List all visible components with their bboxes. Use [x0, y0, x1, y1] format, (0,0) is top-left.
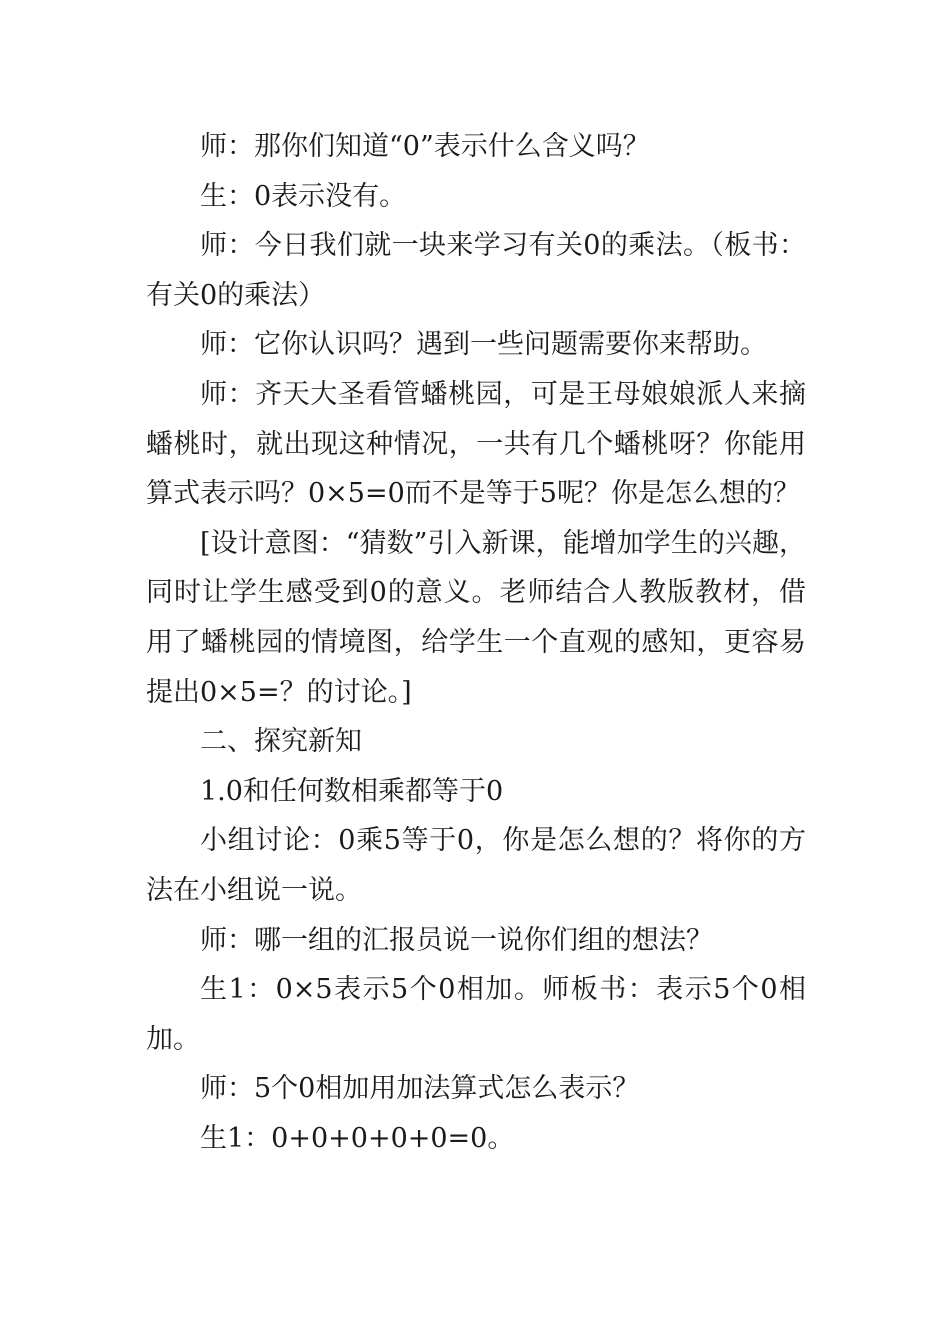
paragraph-teacher-help: 师：它你认识吗？遇到一些问题需要你来帮助。: [200, 329, 767, 361]
document-page: [146, 122, 806, 1163]
paragraph-teacher-ask-reporter: 师：哪一组的汇报员说一说你们组的想法？: [200, 924, 713, 956]
paragraph-teacher-intro-topic: 师：今日我们就一块来学习有关0的乘法。（板书：有关0的乘法）: [146, 230, 806, 311]
paragraph-teacher-peach-story: 师：齐天大圣看管蟠桃园，可是王母娘娘派人来摘蟠桃时，就出现这种情况，一共有几个蟠桃呀？你能用算式表示吗？0×5=0而不是等于5呢？你是怎么想的？: [146, 378, 806, 510]
paragraph-student-1-explain: 生1：0×5表示5个0相加。师板书：表示5个0相加。: [146, 974, 806, 1055]
paragraph-student-answer-zero: 生：0表示没有。: [200, 180, 407, 212]
paragraph-teacher-question-zero: 师：那你们知道“0”表示什么含义吗？: [200, 131, 650, 162]
paragraph-student-1-addition: 生1：0+0+0+0+0=0。: [200, 1122, 515, 1154]
section-heading-explore: 二、探究新知: [200, 726, 362, 758]
paragraph-teacher-addition-question: 师：5个0相加用加法算式怎么表示？: [200, 1073, 640, 1105]
subsection-heading-zero-rule: 1.0和任何数相乘都等于0: [200, 775, 504, 807]
paragraph-design-intent: [设计意图：“猜数”引入新课，能增加学生的兴趣，同时让学生感受到0的意义。老师结合人教版教材，借用了蟠桃园的情境图，给学生一个直观的感知，更容易提出0×5=？的讨论。]: [146, 527, 806, 708]
paragraph-group-discussion: 小组讨论：0乘5等于0，你是怎么想的？将你的方法在小组说一说。: [146, 825, 806, 906]
